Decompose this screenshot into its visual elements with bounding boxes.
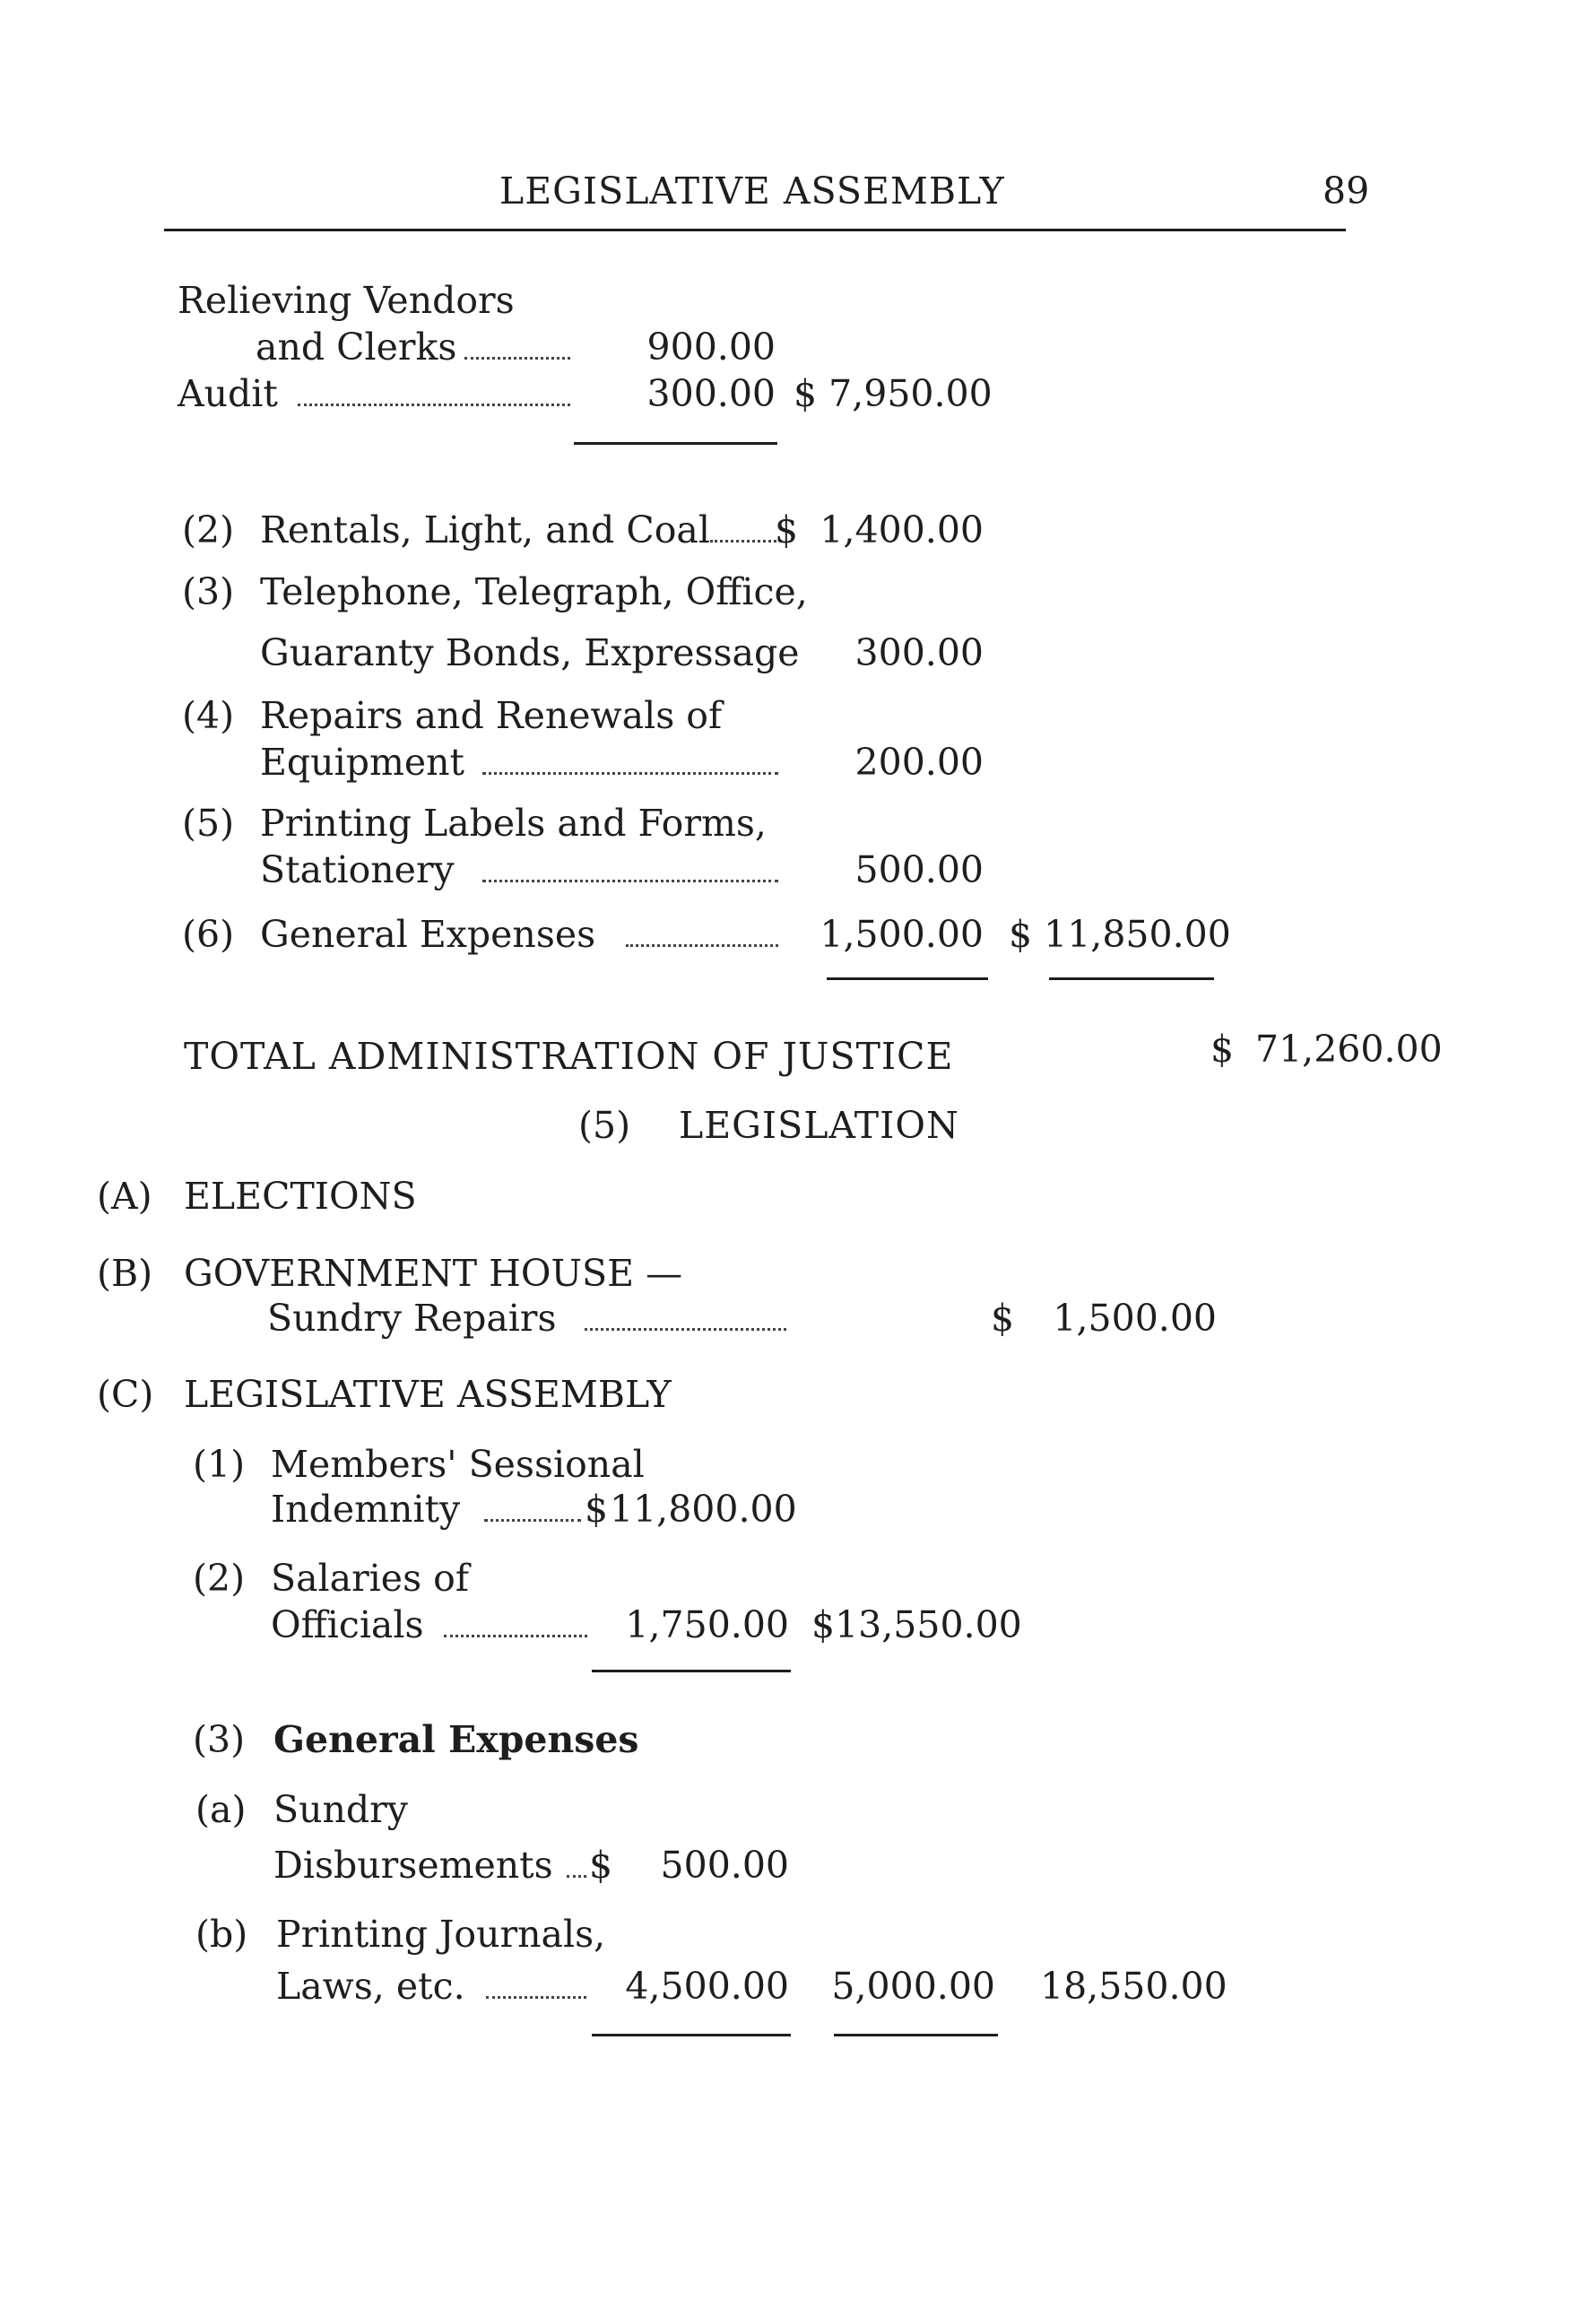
members-label-cont: Indemnity <box>271 1488 461 1531</box>
item-label: Printing Labels and Forms, <box>260 802 767 845</box>
sum-rule <box>574 442 777 445</box>
leader <box>585 1328 786 1331</box>
salaries-amount: 1,750.00 <box>625 1603 789 1646</box>
item-label: General Expenses <box>260 913 596 956</box>
item-amount: 1,500.00 <box>820 913 984 956</box>
audit-total: $ 7,950.00 <box>794 372 993 415</box>
total-justice-label: TOTAL ADMINISTRATION OF JUSTICE <box>184 1035 954 1078</box>
running-header: LEGISLATIVE ASSEMBLY <box>499 169 1005 213</box>
section-title: LEGISLATION <box>679 1104 959 1147</box>
item-total: $ 11,850.00 <box>1009 913 1231 956</box>
printing-amount: 4,500.00 <box>625 1965 789 2008</box>
printing-total: 18,550.00 <box>1040 1965 1227 2008</box>
leader <box>464 357 570 360</box>
item-label: Telephone, Telegraph, Office, <box>260 570 808 613</box>
printing-subtotal: 5,000.00 <box>831 1965 995 2008</box>
sundry-label: Sundry <box>273 1788 408 1831</box>
govt-house-num: (B) <box>97 1252 153 1295</box>
members-num: (1) <box>193 1443 246 1486</box>
item-num: (4) <box>182 694 235 737</box>
govt-house-dollar: $ <box>991 1297 1015 1340</box>
leader <box>626 944 778 947</box>
members-label: Members' Sessional <box>271 1443 645 1486</box>
item-num: (5) <box>182 802 235 845</box>
sundry-num: (a) <box>195 1788 247 1831</box>
relieving-label-1: Relieving Vendors <box>178 279 515 322</box>
sum-rule <box>1049 977 1214 980</box>
leader <box>710 540 782 543</box>
audit-label: Audit <box>178 372 278 415</box>
sum-rule <box>592 1670 791 1672</box>
leader <box>567 1875 586 1878</box>
total-justice-dollar: $ <box>1210 1028 1235 1071</box>
members-amount: 11,800.00 <box>610 1488 797 1531</box>
relieving-label-2: and Clerks <box>256 326 457 369</box>
assembly-num: (C) <box>97 1373 154 1416</box>
general-label: General Expenses <box>273 1718 639 1761</box>
leader <box>482 772 778 775</box>
leader <box>298 404 570 406</box>
leader <box>484 1519 581 1522</box>
salaries-label-cont: Officials <box>271 1603 424 1646</box>
item-amount: 200.00 <box>854 741 984 784</box>
total-justice-amount: 71,260.00 <box>1255 1028 1443 1071</box>
salaries-label: Salaries of <box>271 1557 469 1600</box>
audit-amount: 300.00 <box>646 372 776 415</box>
sum-rule <box>834 2034 998 2036</box>
header-rule <box>164 229 1346 231</box>
item-label: Rentals, Light, and Coal <box>260 508 710 551</box>
sundry-label-cont: Disbursements <box>273 1844 553 1887</box>
assembly-label: LEGISLATIVE ASSEMBLY <box>184 1373 672 1416</box>
elections-num: (A) <box>97 1175 152 1218</box>
item-amount: 500.00 <box>854 848 984 891</box>
item-num: (6) <box>182 913 235 956</box>
page-number: 89 <box>1323 169 1370 213</box>
leader <box>486 1996 586 1999</box>
item-amount: 300.00 <box>854 631 984 674</box>
govt-house-label: GOVERNMENT HOUSE — <box>184 1252 683 1295</box>
item-num: (3) <box>182 570 235 613</box>
sundry-amount: 500.00 <box>660 1844 789 1887</box>
salaries-num: (2) <box>193 1557 246 1600</box>
printing-label: Printing Journals, <box>276 1913 606 1956</box>
salaries-total: $13,550.00 <box>811 1603 1022 1646</box>
sum-rule <box>592 2034 791 2036</box>
govt-house-sub: Sundry Repairs <box>267 1297 557 1340</box>
members-dollar: $ <box>585 1488 609 1531</box>
item-amount: 1,400.00 <box>820 508 984 551</box>
item-num: (2) <box>182 508 235 551</box>
leader <box>444 1635 587 1637</box>
item-label-cont: Equipment <box>260 741 464 784</box>
item-label: Repairs and Renewals of <box>260 694 723 737</box>
item-dollar: $ <box>775 508 799 551</box>
item-label-cont: Stationery <box>260 848 455 891</box>
general-num: (3) <box>193 1718 246 1761</box>
printing-num: (b) <box>195 1913 248 1956</box>
printing-label-cont: Laws, etc. <box>276 1965 465 2008</box>
section-number: (5) <box>578 1104 631 1147</box>
elections-label: ELECTIONS <box>184 1175 417 1218</box>
govt-house-amount: 1,500.00 <box>1053 1297 1217 1340</box>
item-label-cont: Guaranty Bonds, Expressage <box>260 631 800 674</box>
relieving-amount: 900.00 <box>646 326 776 369</box>
sundry-dollar: $ <box>589 1844 613 1887</box>
sum-rule <box>827 977 988 980</box>
leader <box>482 880 778 882</box>
